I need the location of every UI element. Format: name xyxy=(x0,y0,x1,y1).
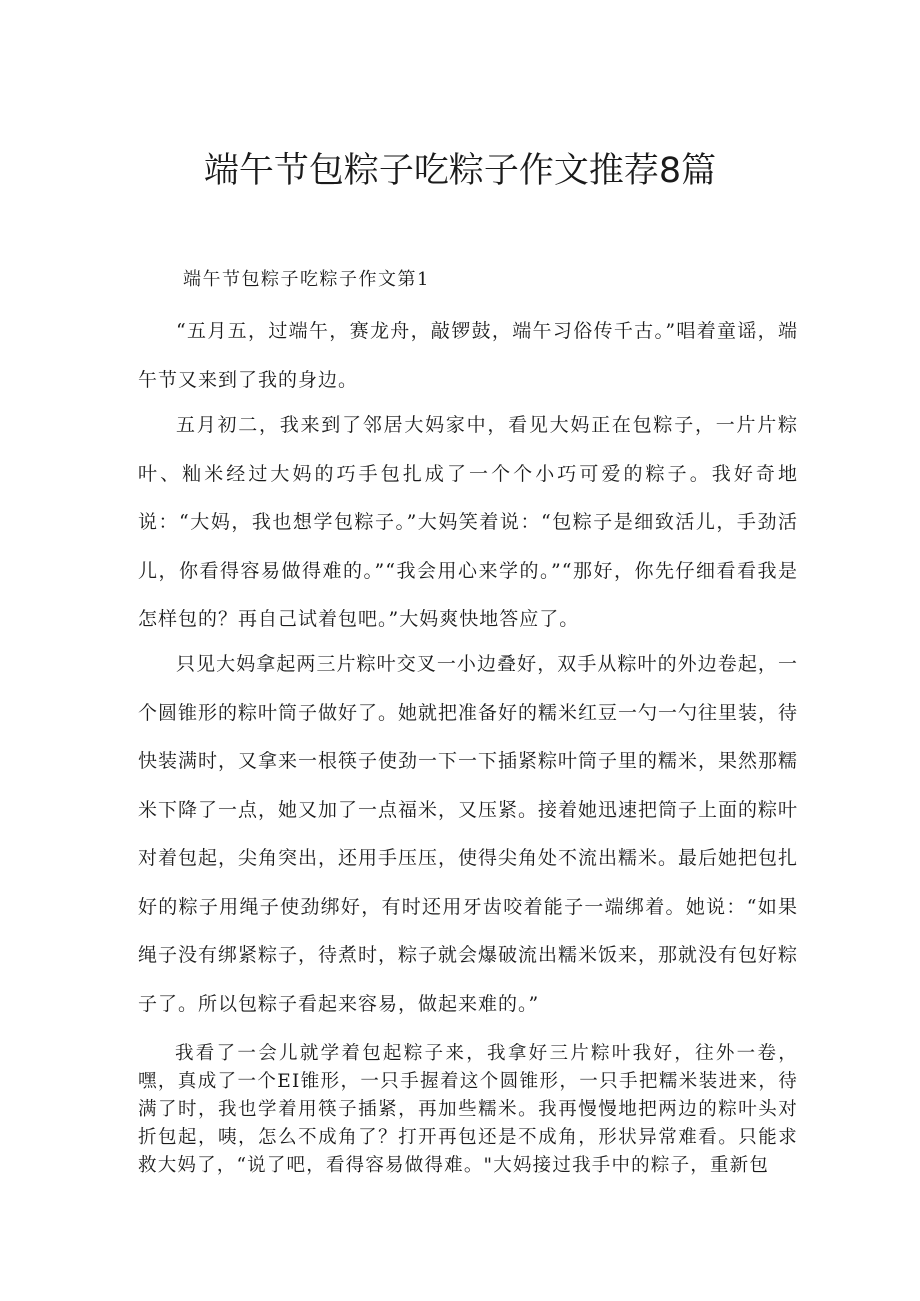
paragraph-3: 只见大妈拿起两三片粽叶交叉一小边叠好，双手从粽叶的外边卷起，一个圆锥形的粽叶筒子做好了。她就把准备好的糯米红豆一勺一勺往里装，待快装满时，又拿来一根筷子使劲一下一下插紧粽叶筒子里的糯米，果然那糯米下降了一点，她又加了一点福米，又压紧。接着她迅速把筒子上面的粽叶对着包起，尖角突出，还用手压压，使得尖角处不流出糯米。最后她把包扎好的粽子用绳子使劲绑好，有时还用牙齿咬着能子一端绑着。她说：“如果绳子没有绑紧粽子，待煮时，粽子就会爆破流出糯米饭来，那就没有包好粽子了。所以包粽子看起来容易，做起来难的。” xyxy=(138,653,799,1015)
document-title: 端午节包粽子吃粽子作文推荐8篇 xyxy=(203,151,717,191)
paragraph-1: “五月五，过端午，赛龙舟，敲锣鼓，端午习俗传千古。”唱着童谣，端午节又来到了我的身边。 xyxy=(138,320,798,391)
section-heading: 端午节包粽子吃粽子作文第1 xyxy=(183,269,430,290)
paragraph-2: 五月初二，我来到了邻居大妈家中，看见大妈正在包粽子，一片片粽叶、籼米经过大妈的巧手包扎成了一个个小巧可爱的粽子。我好奇地说：“大妈，我也想学包粽子。”大妈笑着说：“包粽子是细致活儿，手劲活儿，你看得容易做得难的。”“我会用心来学的。”“那好，你先仔细看看我是怎样包的？再自己试着包吧。”大妈爽快地答应了。 xyxy=(138,414,798,630)
paragraph-4: 我看了一会儿就学着包起粽子来，我拿好三片粽叶我好，往外一卷，嘿，真成了一个EI锥形，一只手握着这个圆锥形，一只手把糯米装进来，待满了时，我也学着用筷子插紧，再加些糯米。我再慢慢地把两边的粽叶头对折包起，咦，怎么不成角了？打开再包还是不成角，形状异常难看。只能求救大妈了，“说了吧，看得容易做得难。"大妈接过我手中的粽子，重新包 xyxy=(138,1043,798,1176)
